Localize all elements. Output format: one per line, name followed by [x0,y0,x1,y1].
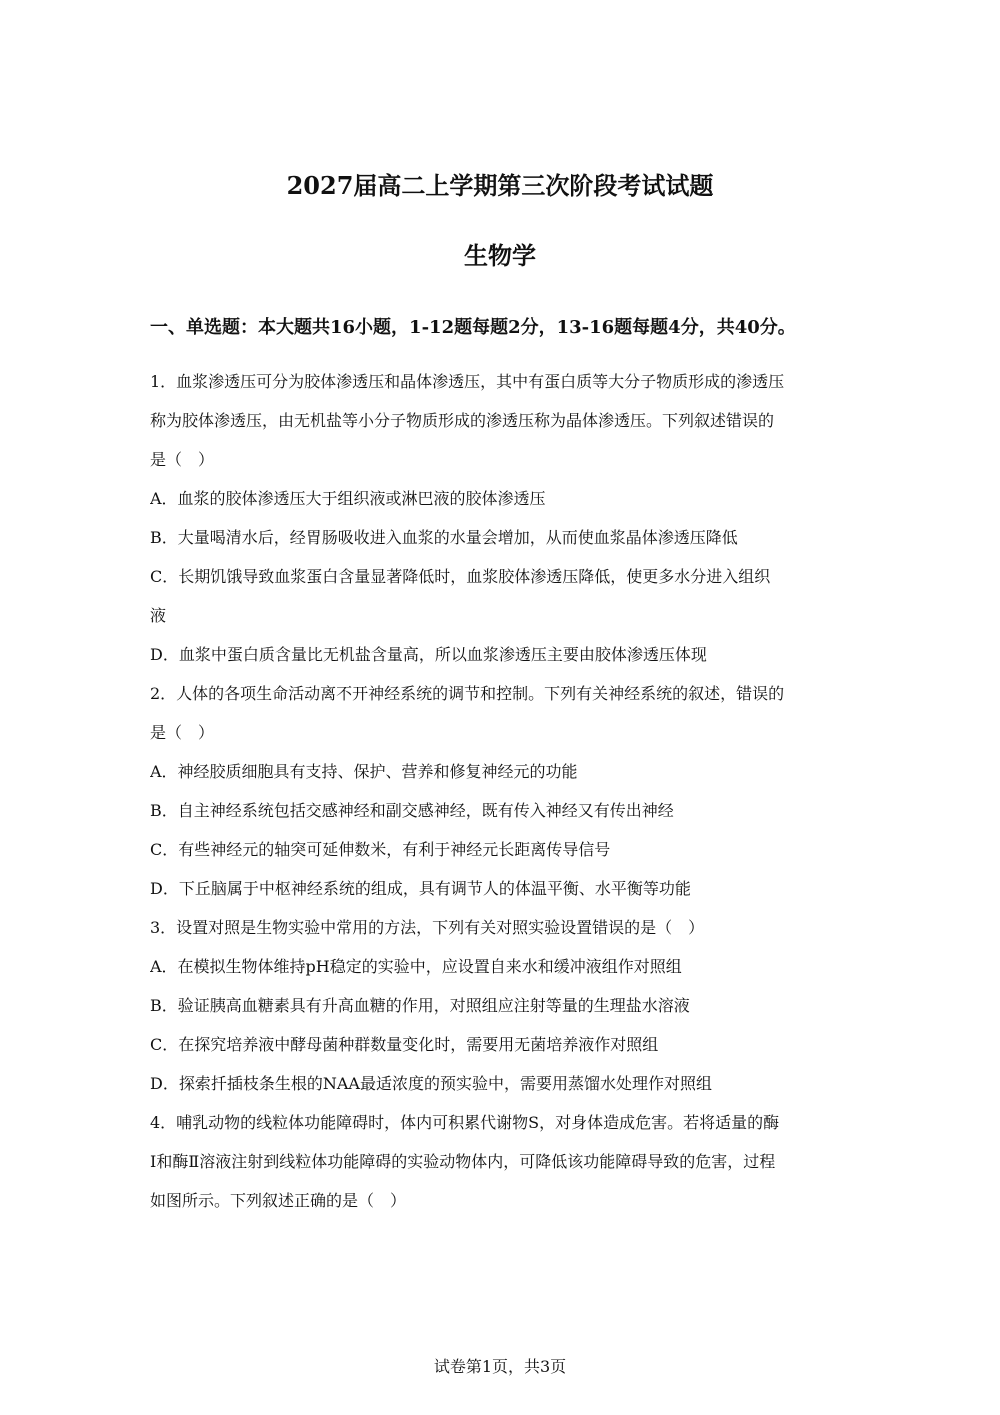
option-line: C．长期饥饿导致血浆蛋白含量显著降低时，血浆胶体渗透压降低，使更多水分进入组织 [150,567,771,586]
text-line: 2．人体的各项生命活动离不开神经系统的调节和控制。下列有关神经系统的叙述，错误的 [150,684,785,703]
option-line: 液 [150,606,167,625]
text-line: 1．血浆渗透压可分为胶体渗透压和晶体渗透压，其中有蛋白质等大分子物质形成的渗透压 [150,372,785,391]
page-footer: 试卷第1页，共3页 [433,1357,567,1376]
text-line: 3．设置对照是生物实验中常用的方法，下列有关对照实验设置错误的是（ ） [150,918,705,937]
option-line: C．有些神经元的轴突可延伸数米，有利于神经元长距离传导信号 [150,840,611,859]
text-line: 是（ ） [150,723,215,742]
option-line: B．自主神经系统包括交感神经和副交感神经，既有传入神经又有传出神经 [150,801,674,820]
text-line: 是（ ） [150,450,215,469]
option-line: D．血浆中蛋白质含量比无机盐含量高，所以血浆渗透压主要由胶体渗透压体现 [150,645,707,664]
text-line: 如图所示。下列叙述正确的是（ ） [150,1191,407,1210]
text-line: Ⅰ和酶Ⅱ溶液注射到线粒体功能障碍的实验动物体内，可降低该功能障碍导致的危害，过程 [150,1152,776,1171]
option-line: D．探索扦插枝条生根的NAA最适浓度的预实验中，需要用蒸馏水处理作对照组 [150,1074,712,1093]
option-line: B．大量喝清水后，经胃肠吸收进入血浆的水量会增加，从而使血浆晶体渗透压降低 [150,528,738,547]
option-line: A．神经胶质细胞具有支持、保护、营养和修复神经元的功能 [150,762,578,781]
question-text [150,368,850,1226]
text-line: 称为胶体渗透压，由无机盐等小分子物质形成的渗透压称为晶体渗透压。下列叙述错误的 [150,411,775,430]
text-line: 4．哺乳动物的线粒体功能障碍时，体内可积累代谢物S，对身体造成危害。若将适量的酶 [150,1113,780,1132]
option-line: A．血浆的胶体渗透压大于组织液或淋巴液的胶体渗透压 [150,489,546,508]
exam-title: 2027届高二上学期第三次阶段考试试题 [286,171,714,200]
subject-title: 生物学 [464,241,536,270]
option-line: C．在探究培养液中酵母菌种群数量变化时，需要用无菌培养液作对照组 [150,1035,659,1054]
option-line: A．在模拟生物体维持pH稳定的实验中，应设置自来水和缓冲液组作对照组 [150,957,682,976]
option-line: B．验证胰高血糖素具有升高血糖的作用，对照组应注射等量的生理盐水溶液 [150,996,690,1015]
option-line: D．下丘脑属于中枢神经系统的组成，具有调节人的体温平衡、水平衡等功能 [150,879,691,898]
section-heading: 一、单选题：本大题共16小题，1-12题每题2分，13-16题每题4分，共40分。 [150,317,796,338]
